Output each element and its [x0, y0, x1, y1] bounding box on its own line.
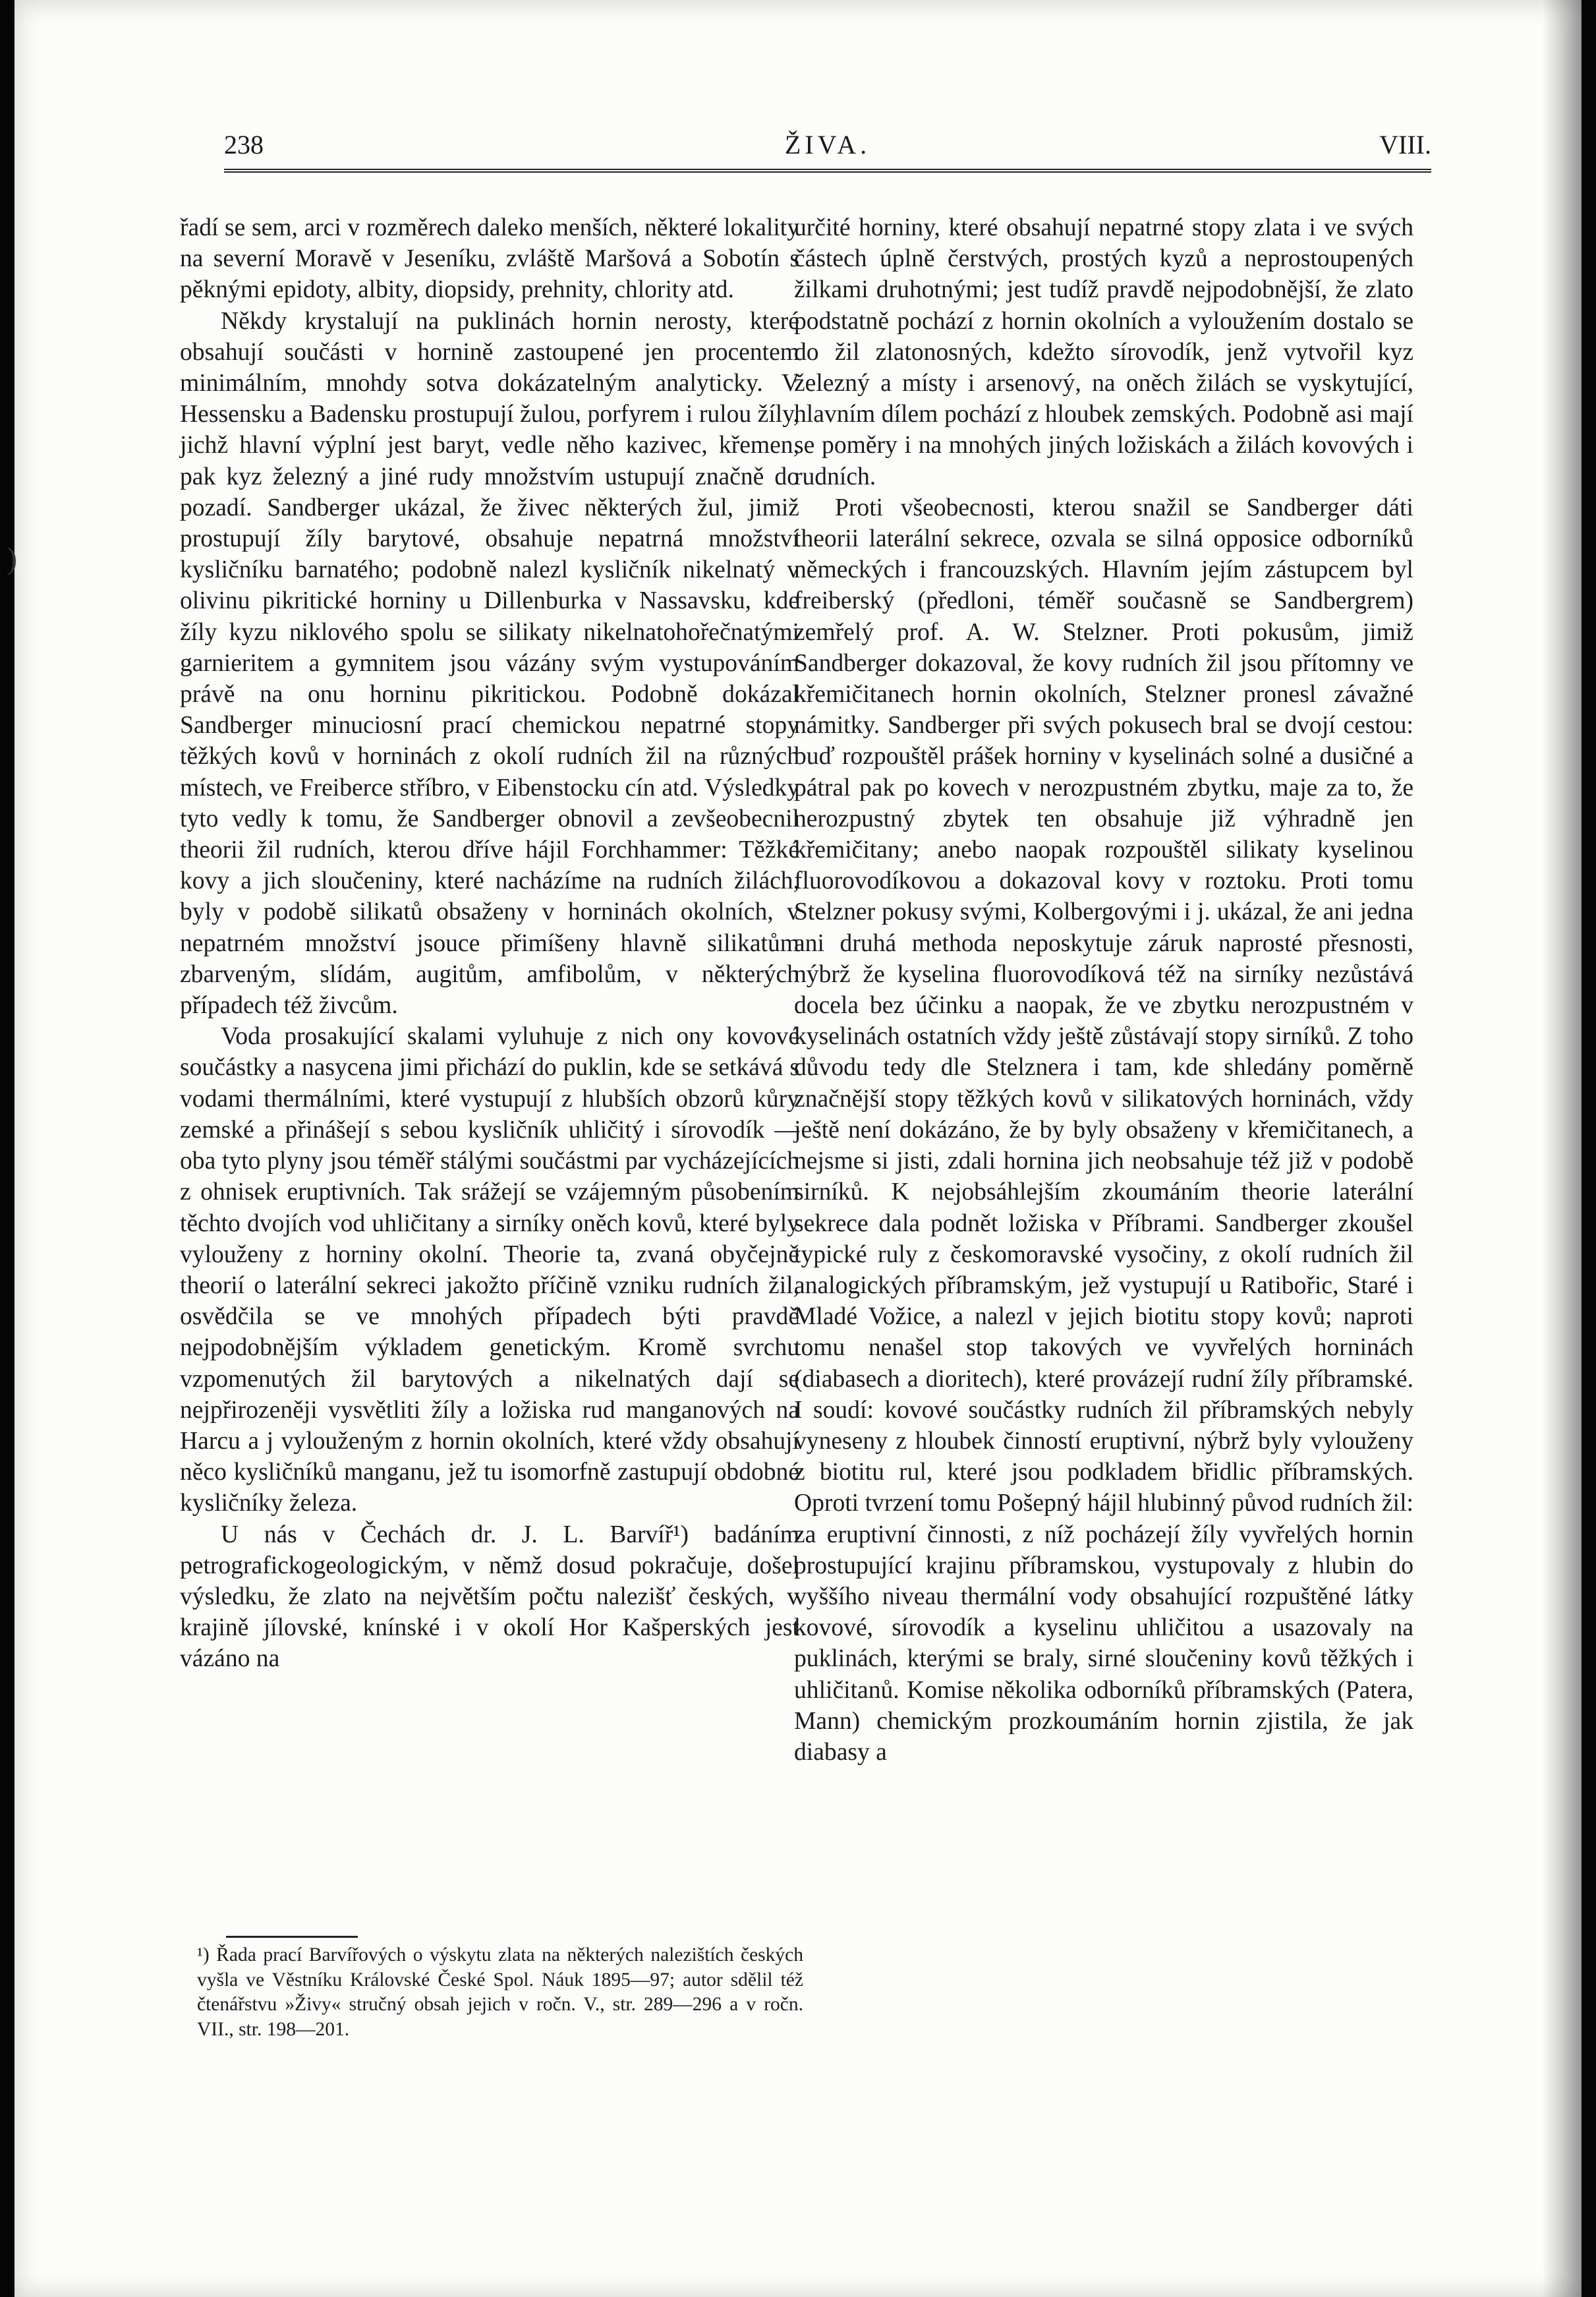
page [14, 0, 1582, 2297]
footnote: ¹) Řada prací Barvířových o výskytu zlata na některých nalezištích českých vyšla ve Věstníku Královské České Spol. Náuk 1895—97; autor sdělil též čtenářstvu »Živy« stručný obsah jejich v ročn. V., str. 289—296 a v ročn. VII., str. 198—201. [197, 1944, 803, 2040]
running-head [224, 129, 1431, 173]
paragraph: Voda prosakující skalami vyluhuje z nich ony kovové součástky a nasycena jimi přichází do puklin, kde se setkává s vodami thermálními, které vystupují z hlubších obzorů kůry zemské a přinášejí s sebou kysličník uhličitý i sírovodík — oba tyto plyny jsou téměř stálými součástmi par vycházejících z ohnisek eruptivních. Tak srážejí se vzájemným působením těchto dvojích vod uhličitany a sirníky oněch kovů, které byly vylouženy z horniny okolní. Theorie ta, zvaná obyčejně theorií o laterální sekreci jakožto příčině vzniku rudních žil, osvědčila se ve mnohých případech býti pravdě nejpodobnějším výkladem genetickým. Kromě svrchu vzpomenutých žil barytových a nikelnatých dají se nejpřirozeněji vysvětliti žíly a ložiska rud manganových na Harcu a j vylouženým z hornin okolních, které vždy obsahují něco kysličníků manganu, jež tu isomorfně zastupují obdobné kysličníky železa. [180, 1023, 799, 1517]
journal-title: ŽIVA. [784, 130, 871, 160]
page-number: 238 [224, 130, 264, 160]
page-edge-shadow [1542, 0, 1582, 2297]
right-column [794, 212, 1413, 1768]
paragraph: Proti všeobecnosti, kterou snažil se Sandberger dáti theorii laterální sekrece, ozvala se silná opposice odborníků německých i francouzských. Hlavním jejím zástupcem byl freiberský (předloni, téměř současně se Sandbergrem) zemřelý prof. A. W. Stelzner. Proti pokusům, jimiž Sandberger dokazoval, že kovy rudních žil jsou přítomny ve křemičitanech hornin okolních, Stelzner pronesl závažné námitky. Sandberger při svých pokusech bral se dvojí cestou: buď rozpouštěl prášek horniny v kyselinách solné a dusičné a pátral pak po kovech v nerozpustném zbytku, maje za to, že nerozpustný zbytek ten obsahuje již výhradně jen křemičitany; anebo naopak rozpouštěl silikaty kyselinou fluorovodíkovou a dokazoval kovy v roztoku. Proti tomu Stelzner pokusy svými, Kolbergovými i j. ukázal, že ani jedna ani druhá methoda neposkytuje záruk naprosté přesnosti, nýbrž že kyselina fluorovodíková též na sirníky nezůstává docela bez účinku a naopak, že ve zbytku nerozpustném v kyselinách ostatních vždy ještě zůstávají stopy sirníků. Z toho důvodu tedy dle Stelznera i tam, kde shledány poměrně značnější stopy těžkých kovů v silikatových horninách, vždy ještě není dokázáno, že by byly obsaženy v křemičitanech, a nejsme si jisti, zdali hornina jich neobsahuje též již v podobě sirníků. K nejobsáhlejším zkoumáním theorie laterální sekrece dala podnět ložiska v Příbrami. Sandberger zkoušel typické ruly z českomoravské vysočiny, z okolí rudních žil analogických příbramským, jež vystupují u Ratibořic, Staré i Mladé Vožice, a nalezl v jejich biotitu stopy kovů; naproti tomu nenašel stop takových ve vyvřelých horninách (diabasech a dioritech), které provázejí rudní žíly příbramské. I soudí: kovové součástky rudních žil příbramských nebyly vyneseny z hloubek činností eruptivní, nýbrž byly vylouženy z biotitu rul, které jsou podkladem břidlic příbramských. Oproti tvrzení tomu Pošepný hájil hlubinný původ rudních žil: za eruptivní činnosti, z níž pocházejí žíly vyvřelých hornin prostupující krajinu příbramskou, vystupovaly z hlubin do vyššího niveau thermální vody obsahující rozpuštěné látky kovové, sírovodík a kyselinu uhličitou a usazovaly na puklinách, kterými se braly, sirné sloučeniny kovů těžkých i uhličitanů. Komise několika odborníků příbramských (Patera, Mann) chemickým prozkoumáním hornin zjistila, že jak diabasy a [794, 494, 1413, 1766]
paragraph: určité horniny, které obsahují nepatrné stopy zlata i ve svých částech úplně čerstvých, prostých kyzů a neprostoupených žilkami druhotnými; jest tudíž pravdě nejpodobnější, že zlato podstatně pochází z hornin okolních a vyloužením dostalo se do žil zlatonosných, kdežto sírovodík, jenž vytvořil kyz železný a místy i arsenový, na oněch žilách se vyskytující, hlavním dílem pochází z hloubek zemských. Podobně asi mají se poměry i na mnohých jiných ložiskách a žilách kovových i rudních. [794, 214, 1413, 490]
volume-number: VIII. [1379, 130, 1431, 160]
paragraph: U nás v Čechách dr. J. L. Barvíř¹) badáním petrografickogeologickým, v němž dosud pokračuje, došel výsledku, že zlato na největším počtu nalezišť českých, v krajině jílovské, knínské i v okolí Hor Kašperských jest vázáno na [180, 1521, 799, 1673]
footnote-divider [226, 1936, 358, 1938]
paragraph: Někdy krystalují na puklinách hornin nerosty, které obsahují součásti v hornině zastoupené jen procentem minimálním, mnohdy sotva dokázatelným analyticky. V Hessensku a Badensku prostupují žulou, porfyrem i rulou žíly, jichž hlavní výplní jest baryt, vedle něho kazivec, křemen, pak kyz železný a jiné rudy množstvím ustupují značně do pozadí. Sandberger ukázal, že živec některých žul, jimiž prostupují žíly barytové, obsahuje nepatrná množství kysličníku barnatého; podobně nalezl kysličník nikelnatý v olivinu pikritické horniny u Dillenburka v Nassavsku, kde žíly kyzu niklového spolu se silikaty nikelnatohořečnatými garnieritem a gymnitem jsou vázány svým vystupováním právě na onu horninu pikritickou. Podobně dokázal Sandberger minuciosní prací chemickou nepatrné stopy těžkých kovů v horninách z okolí rudních žil na různých místech, ve Freiberce stříbro, v Eibenstocku cín atd. Výsledky tyto vedly k tomu, že Sandberger obnovil a zevšeobecnil theorii žil rudních, kterou dříve hájil Forchhammer: Těžké kovy a jich sloučeniny, které nacházíme na rudních žilách, byly v podobě silikatů obsaženy v horninách okolních, v nepatrném množství jsouce přimíšeny hlavně silikatům zbarveným, slídám, augitům, amfibolům, v některých případech též živcům. [180, 307, 799, 1020]
left-column [180, 212, 799, 1675]
paragraph: řadí se sem, arci v rozměrech daleko menších, některé lokality na severní Moravě v Jeseníku, zvláště Maršová a Sobotín s pěknými epidoty, albity, diopsidy, prehnity, chlority atd. [180, 214, 799, 304]
margin-mark: ) [7, 541, 17, 576]
